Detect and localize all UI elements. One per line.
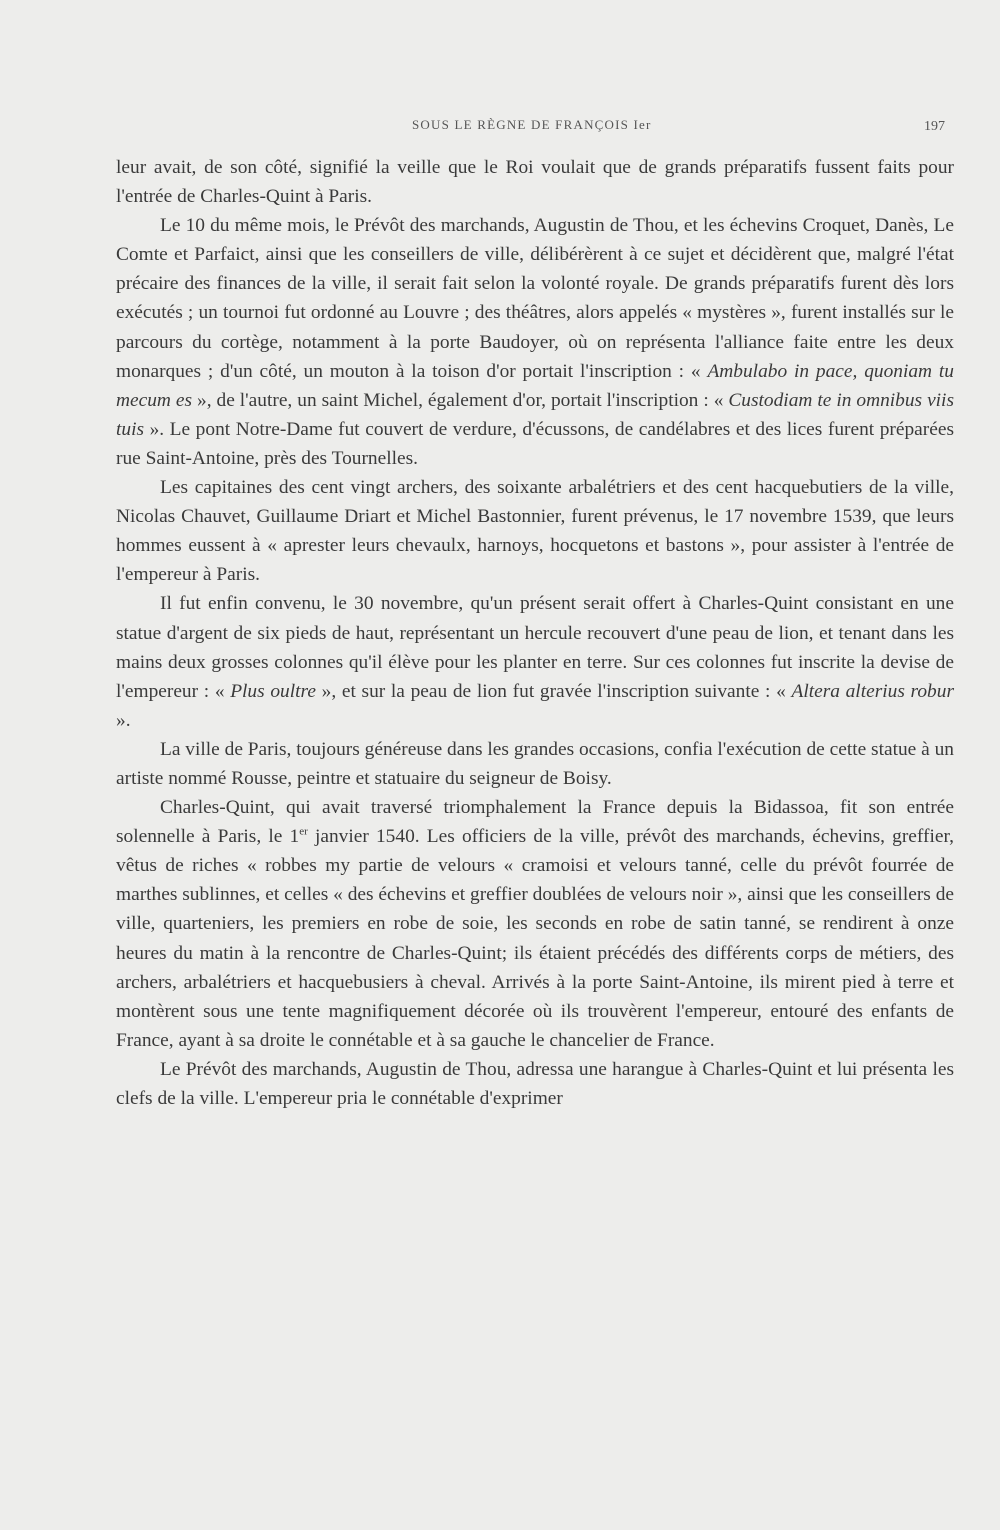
- paragraph-2-text-c: », de l'autre, un saint Michel, également d'or, portait l'inscription : «: [192, 389, 729, 411]
- paragraph-3-text: Les capitaines des cent vingt archers, des soixante arbalétriers et des cent hacquebutiers de la ville, Nicolas Chauvet, Guillaume Driart et Michel Bastonnier, furent prévenus, le 17 novembre 1539, que leurs hommes eussent à « aprester leurs chevaulx, harnoys, hocquetons et bastons », pour assister à l'entrée de l'empereur à Paris.: [116, 477, 954, 586]
- paragraph-4-text-c: », et sur la peau de lion fut gravée l'inscription suivante : «: [315, 680, 792, 702]
- paragraph-2: [116, 211, 954, 473]
- ordinal-superscript: er: [299, 825, 308, 838]
- paragraph-4: [116, 589, 954, 734]
- paragraph-5-text: La ville de Paris, toujours généreuse dans les grandes occasions, confia l'exécution de cette statue à un artiste nommé Rousse, peintre et statuaire du seigneur de Boisy.: [116, 738, 954, 789]
- page-number: 197: [924, 119, 945, 134]
- paragraph-6-text-a: Charles-Quint, qui avait traversé triomphalement la France depuis la Bidassoa, fit son entrée solennelle à Paris, le 1: [116, 797, 954, 848]
- running-title: SOUS LE RÈGNE DE FRANÇOIS Ier: [412, 117, 652, 132]
- paragraph-6: [116, 793, 954, 1055]
- paragraph-3: [116, 473, 954, 589]
- paragraph-1-text: leur avait, de son côté, signifié la veille que le Roi voulait que de grands préparatifs fussent faits pour l'entrée de Charles-Quint à Paris.: [116, 157, 954, 208]
- paragraph-1: [116, 153, 954, 211]
- latin-quote-ambulabo: Ambulabo in pace, quoniam tu mecum es: [116, 360, 954, 411]
- motto-plus-oultre: Plus oultre: [230, 680, 316, 702]
- running-head: [0, 117, 1000, 137]
- inscription-altera: Altera alterius robur: [791, 680, 954, 702]
- paragraph-4-text-a: Il fut enfin convenu, le 30 novembre, qu'un présent serait offert à Charles-Quint consistant en une statue d'argent de six pieds de haut, représentant un hercule recouvert d'une peau de lion, et tenant dans les mains deux grosses colonnes qu'il élève pour les planter en terre. Sur ces colonnes fut inscrite la devise de l'empereur : «: [116, 593, 954, 702]
- paragraph-7-text: Le Prévôt des marchands, Augustin de Thou, adressa une harangue à Charles-Quint et lui présenta les clefs de la ville. L'empereur pria le connétable d'exprimer: [116, 1058, 954, 1109]
- paragraph-6-text-b: janvier 1540. Les officiers de la ville, prévôt des marchands, échevins, greffier, vêtus de riches « robbes my partie de velours « cramoisi et velours tanné, celle du prévôt fourrée de marthes sublinnes, et celles « des échevins et greffier doublées de velours noir », ainsi que les conseillers de ville, quarteniers, les premiers en robe de soie, les seconds en robe de satin tanné, se rendirent à onze heures du matin à la rencontre de Charles-Quint; ils étaient précédés des différents corps de métiers, des archers, arbalétriers et hacquebusiers à cheval. Arrivés à la porte Saint-Antoine, ils mirent pied à terre et montèrent sous une tente magnifiquement décorée où ils trouvèrent l'empereur, entouré des enfants de France, ayant à sa droite le connétable et à sa gauche le chancelier de France.: [116, 826, 954, 1051]
- paragraph-7: [116, 1055, 954, 1113]
- latin-quote-custodiam: Custodiam te in omnibus viis tuis: [116, 389, 954, 440]
- body-text: [116, 153, 954, 1113]
- paragraph-5: [116, 735, 954, 793]
- paragraph-4-text-e: ».: [116, 709, 131, 731]
- paragraph-2-text-a: Le 10 du même mois, le Prévôt des marchands, Augustin de Thou, et les échevins Croquet, Danès, Le Comte et Parfaict, ainsi que les conseillers de ville, délibérèrent à ce sujet et décidèrent que, malgré l'état précaire des finances de la ville, il serait fait selon la volonté royale. De grands préparatifs furent dès lors exécutés ; un tournoi fut ordonné au Louvre ; des théâtres, alors appelés « mystères », furent installés sur le parcours du cortège, notamment à la porte Baudoyer, où on représenta l'alliance faite entre les deux monarques ; d'un côté, un mouton à la toison d'or portait l'inscription : «: [116, 215, 954, 382]
- paragraph-2-text-e: ». Le pont Notre-Dame fut couvert de verdure, d'écussons, de candélabres et des lices furent préparées rue Saint-Antoine, près des Tournelles.: [116, 418, 954, 469]
